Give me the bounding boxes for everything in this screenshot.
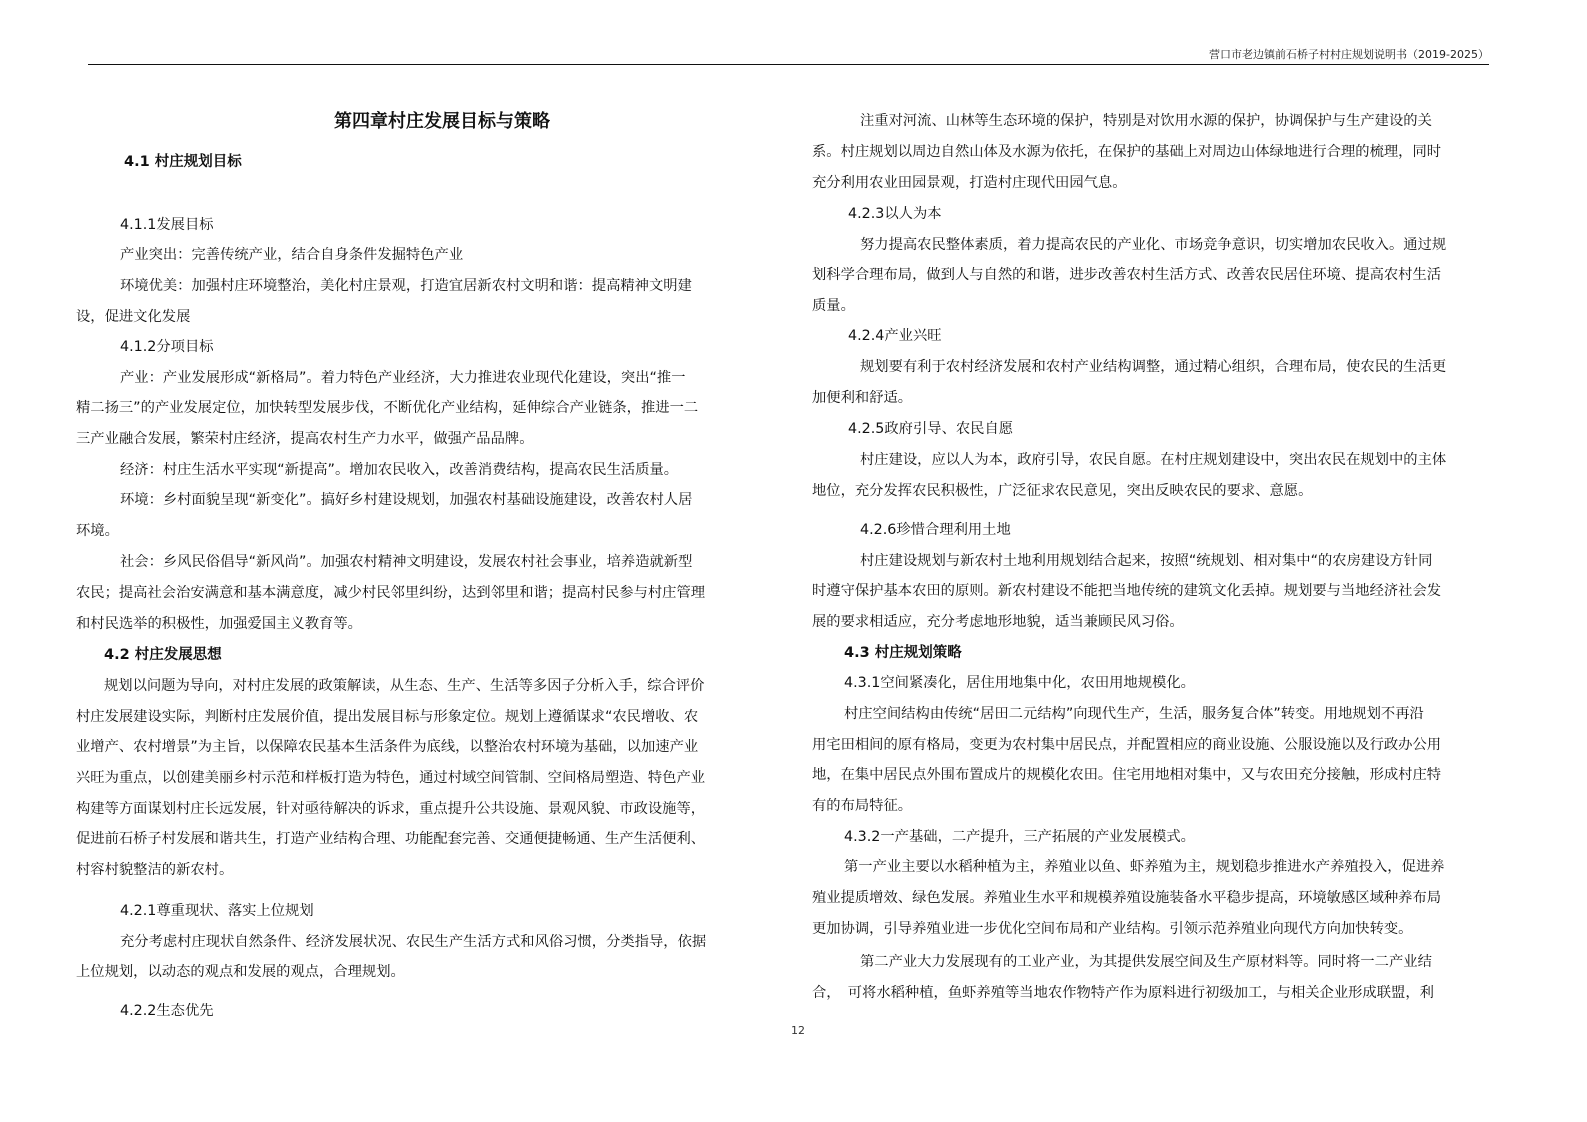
paragraph-line: 业增产、农村增景”为主旨，以保障农民基本生活条件为底线，以整治农村环境为基础，以加速产业 [76,739,699,755]
paragraph-line: 充分利用农业田园景观，打造村庄现代田园气息。 [812,175,1127,191]
paragraph-line: 殖业提质增效、绿色发展。养殖业生水平和规模养殖设施装备水平稳步提高，环境敏感区域种养布局 [812,890,1442,906]
paragraph-line: 更加协调，引导养殖业进一步优化空间布局和产业结构。引领示范养殖业向现代方向加快转变。 [812,921,1413,937]
chapter-title: 第四章村庄发展目标与策略 [334,111,550,132]
paragraph-line: 村庄建设，应以人为本，政府引导，农民自愿。在村庄规划建设中，突出农民在规划中的主体 [860,452,1447,468]
paragraph-line: 村容村貌整洁的新农村。 [76,862,234,878]
paragraph-line: 设，促进文化发展 [76,309,191,325]
paragraph-line: 村庄建设规划与新农村土地利用规划结合起来，按照“统规划、相对集中“的农房建设方针同 [860,553,1433,569]
paragraph-line: 村庄发展建设实际，判断村庄发展价值，提出发展目标与形象定位。规划上遵循谋求“农民增收、农 [76,709,699,725]
paragraph-line: 合， 可将水稻种植，鱼虾养殖等当地农作物特产作为原料进行初级加工，与相关企业形成联盟，利 [812,985,1434,1001]
subsection-heading: 4.3.2一产基础，二产提升，三产拓展的产业发展模式。 [844,829,1195,845]
page-number: 12 [791,1024,805,1037]
paragraph-line: 三产业融合发展，繁荣村庄经济，提高农村生产力水平，做强产品品牌。 [76,431,534,447]
paragraph-line: 规划要有利于农村经济发展和农村产业结构调整，通过精心组织，合理布局，使农民的生活更 [860,359,1447,375]
page-header [88,46,1489,64]
paragraph-line: 质量。 [812,298,855,314]
subsection-heading: 4.2.4产业兴旺 [848,328,942,344]
paragraph-line: 精二扬三”的产业发展定位，加快转型发展步伐，不断优化产业结构，延伸综合产业链条，推进一二 [76,400,699,416]
paragraph-line: 上位规划，以动态的观点和发展的观点，合理规划。 [76,964,405,980]
paragraph-line: 农民；提高社会治安满意和基本满意度，减少村民邻里纠纷，达到邻里和谐；提高村民参与村庄管理 [76,585,706,601]
section-heading: 4.1 村庄规划目标 [124,154,242,170]
paragraph-line: 用宅田相间的原有格局，变更为农村集中居民点，并配置相应的商业设施、公服设施以及行政办公用 [812,737,1442,753]
paragraph-line: 地位，充分发挥农民积极性，广泛征求农民意见，突出反映农民的要求、意愿。 [812,483,1313,499]
paragraph-line: 环境。 [76,523,119,539]
paragraph-line: 构建等方面谋划村庄长远发展，针对亟待解决的诉求，重点提升公共设施、景观风貌、市政设施等， [76,801,706,817]
paragraph-line: 划科学合理布局，做到人与自然的和谐，进步改善农村生活方式、改善农民居住环境、提高农村生活 [812,267,1442,283]
paragraph-line: 环境：乡村面貌呈现“新变化”。搞好乡村建设规划，加强农村基础设施建设，改善农村人居 [120,492,693,508]
paragraph-line: 第一产业主要以水稻种植为主，养殖业以鱼、虾养殖为主，规划稳步推进水产养殖投入，促进养 [844,859,1445,875]
subsection-heading: 4.3.1空间紧凑化，居住用地集中化，农田用地规模化。 [844,675,1195,691]
paragraph-line: 村庄空间结构由传统“居田二元结构”向现代生产，生活，服务复合体”转变。用地规划不再沿 [844,706,1424,722]
subsection-heading: 4.1.2分项目标 [120,339,214,355]
paragraph-line: 系。村庄规划以周边自然山体及水源为依托，在保护的基础上对周边山体绿地进行合理的梳理，同时 [812,144,1442,160]
paragraph-line: 时遵守保护基本农田的原则。新农村建设不能把当地传统的建筑文化丢掉。规划要与当地经济社会发 [812,583,1442,599]
subsection-heading: 4.2.3以人为本 [848,206,942,222]
header-divider [88,64,1489,65]
paragraph-line: 环境优美：加强村庄环境整治，美化村庄景观，打造宜居新农村文明和谐：提高精神文明建 [120,278,692,294]
paragraph-line: 社会：乡风民俗倡导“新风尚”。加强农村精神文明建设，发展农村社会事业，培养造就新型 [120,554,693,570]
paragraph-line: 和村民选举的积极性，加强爱国主义教育等。 [76,616,362,632]
subsection-heading: 4.2.2生态优先 [120,1003,214,1019]
paragraph-line: 有的布局特征。 [812,798,913,814]
paragraph-line: 第二产业大力发展现有的工业产业，为其提供发展空间及生产原材料等。同时将一二产业结 [860,954,1432,970]
paragraph-line: 注重对河流、山林等生态环境的保护，特别是对饮用水源的保护，协调保护与生产建设的关 [860,113,1432,129]
paragraph-line: 展的要求相适应，充分考虑地形地貌，适当兼顾民风习俗。 [812,614,1184,630]
subsection-heading: 4.2.6珍惜合理利用土地 [860,522,1011,538]
paragraph-line: 加便利和舒适。 [812,390,913,406]
subsection-heading: 4.2.5政府引导、农民自愿 [848,421,1014,437]
paragraph-line: 产业突出：完善传统产业，结合自身条件发掘特色产业 [120,247,464,263]
paragraph-line: 努力提高农民整体素质，着力提高农民的产业化、市场竞争意识，切实增加农民收入。通过规 [860,237,1447,253]
paragraph-line: 兴旺为重点，以创建美丽乡村示范和样板打造为特色，通过村域空间管制、空间格局塑造、特色产业 [76,770,706,786]
paragraph-line: 充分考虑村庄现状自然条件、经济发展状况、农民生产生活方式和风俗习惯，分类指导，依据 [120,934,707,950]
subsection-heading: 4.2.1尊重现状、落实上位规划 [120,903,314,919]
section-heading: 4.2 村庄发展思想 [104,647,222,663]
paragraph-line: 经济：村庄生活水平实现“新提高”。增加农民收入，改善消费结构，提高农民生活质量。 [120,462,679,478]
paragraph-line: 产业：产业发展形成“新格局”。着力特色产业经济，大力推进农业现代化建设，突出“推一 [120,370,686,386]
paragraph-line: 促进前石桥子村发展和谐共生，打造产业结构合理、功能配套完善、交通便捷畅通、生产生活便利、 [76,831,706,847]
section-heading: 4.3 村庄规划策略 [844,645,962,661]
paragraph-line: 地，在集中居民点外围布置成片的规模化农田。住宅用地相对集中，又与农田充分接触，形成村庄特 [812,767,1442,783]
header-title: 营口市老边镇前石桥子村村庄规划说明书（2019-2025） [1209,48,1489,61]
subsection-heading: 4.1.1发展目标 [120,217,214,233]
paragraph-line: 规划以问题为导向，对村庄发展的政策解读，从生态、生产、生活等多因子分析入手，综合评价 [104,678,705,694]
